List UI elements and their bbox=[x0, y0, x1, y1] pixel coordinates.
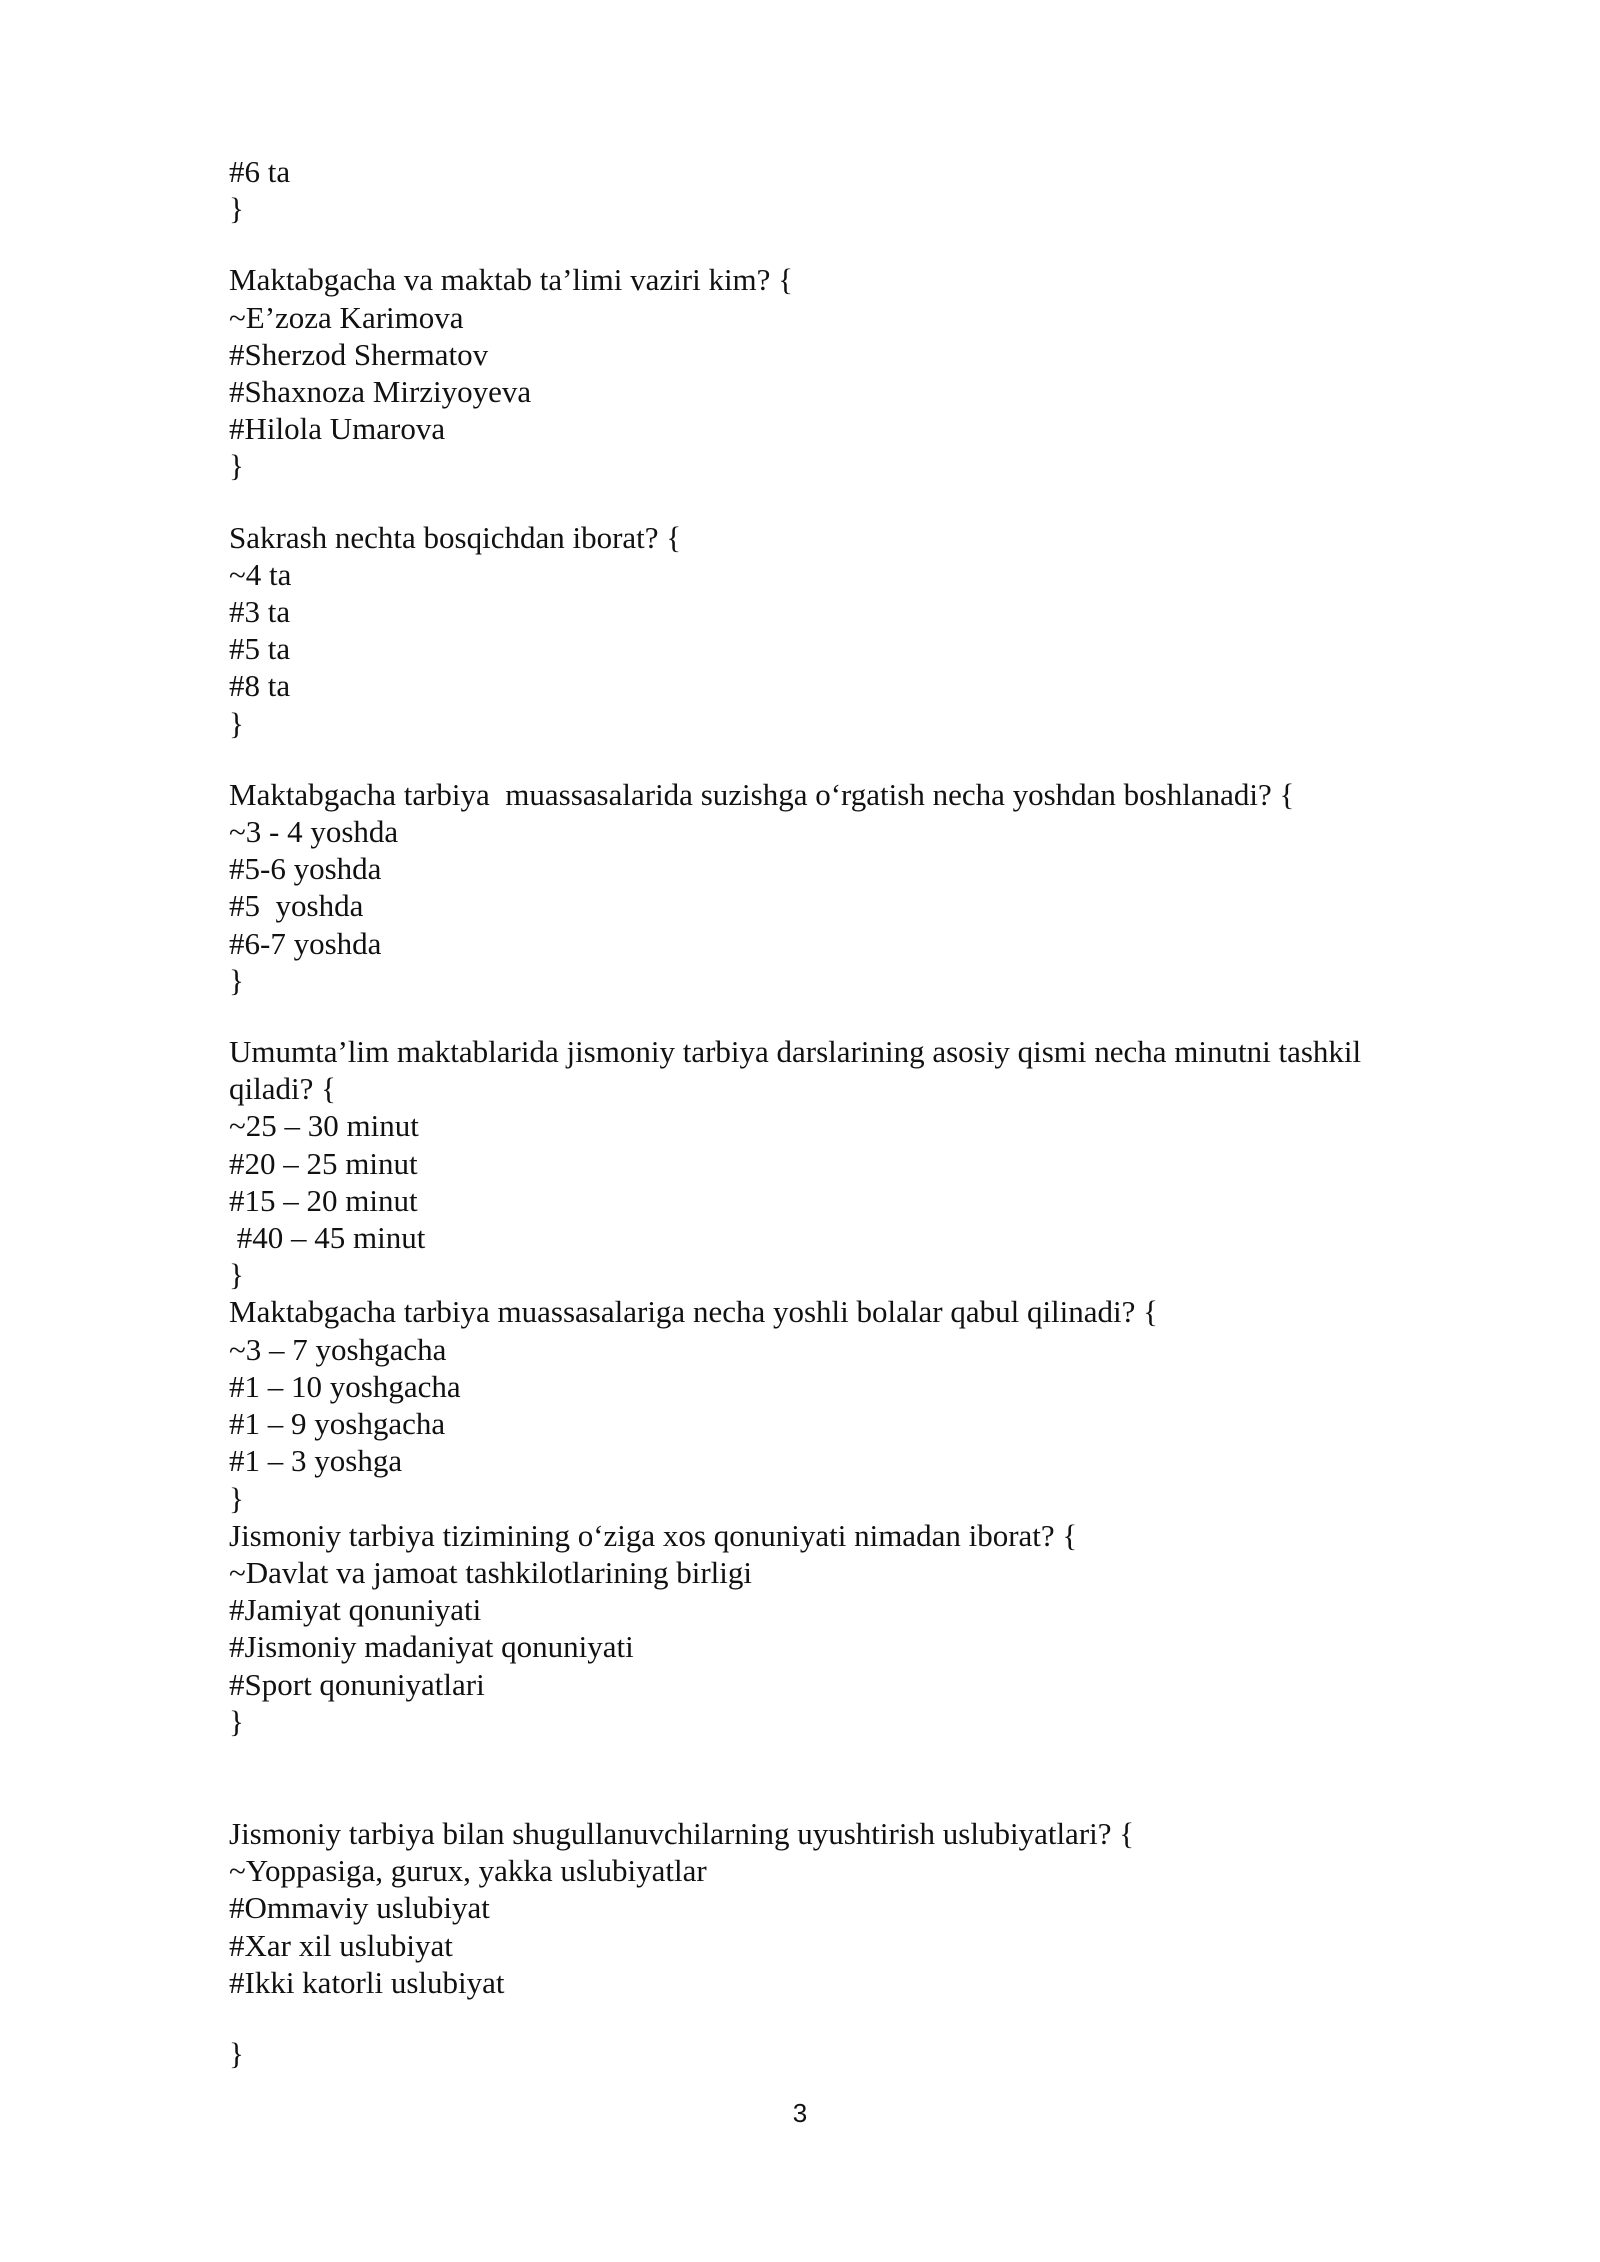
answer-option: #Ommaviy uslubiyat bbox=[229, 1890, 490, 1926]
question-block bbox=[229, 1293, 1429, 1516]
answer-option-correct: ~3 - 4 yoshda bbox=[229, 814, 399, 850]
answer-option-correct: ~3 – 7 yoshgacha bbox=[229, 1331, 447, 1367]
answer-option: #1 – 10 yoshgacha bbox=[229, 1368, 461, 1404]
answer-option: #5-6 yoshda bbox=[229, 851, 382, 887]
answer-option: #8 ta bbox=[229, 668, 291, 704]
spacer bbox=[229, 227, 1429, 261]
answer-option: #1 – 3 yoshga bbox=[229, 1443, 403, 1479]
answer-option: #Xar xil uslubiyat bbox=[229, 1927, 453, 1963]
spacer bbox=[229, 742, 1429, 776]
answer-option: #20 – 25 minut bbox=[229, 1145, 418, 1181]
answer-option: #6 ta bbox=[229, 154, 291, 189]
closing-brace: } bbox=[229, 962, 244, 998]
answer-option: #Jamiyat qonuniyati bbox=[229, 1592, 482, 1628]
question-block bbox=[229, 1033, 1429, 1293]
closing-brace: } bbox=[229, 2035, 244, 2071]
answer-option: #Ikki katorli uslubiyat bbox=[229, 1964, 505, 2000]
closing-brace: } bbox=[229, 1480, 244, 1516]
document-body bbox=[229, 153, 1429, 2072]
closing-brace: } bbox=[229, 191, 244, 227]
spacer bbox=[229, 999, 1429, 1033]
answer-option-correct: ~Yoppasiga, gurux, yakka uslubiyatlar bbox=[229, 1853, 707, 1889]
page-number: 3 bbox=[792, 2098, 808, 2128]
question-text: Jismoniy tarbiya bilan shugullanuvchilarning uyushtirish uslubiyatlari? { bbox=[229, 1815, 1135, 1851]
question-text: Jismoniy tarbiya tizimining o‘ziga xos qonuniyati nimadan iborat? { bbox=[229, 1517, 1078, 1553]
question-text: Maktabgacha tarbiya muassasalarida suzishga o‘rgatish necha yoshdan boshlanadi? { bbox=[229, 776, 1295, 812]
answer-option: #Sherzod Shermatov bbox=[229, 336, 489, 372]
answer-option: #40 – 45 minut bbox=[229, 1220, 426, 1256]
answer-option-correct: ~4 ta bbox=[229, 556, 292, 592]
answer-option: #Jismoniy madaniyat qonuniyati bbox=[229, 1629, 634, 1665]
closing-brace: } bbox=[229, 1257, 244, 1293]
answer-option: #Hilola Umarova bbox=[229, 411, 446, 447]
answer-option: #5 yoshda bbox=[229, 888, 364, 924]
spacer bbox=[229, 1740, 1429, 1815]
answer-option-correct: ~E’zoza Karimova bbox=[229, 299, 464, 335]
question-block bbox=[229, 519, 1429, 742]
closing-brace: } bbox=[229, 1703, 244, 1739]
answer-option: #Sport qonuniyatlari bbox=[229, 1666, 485, 1702]
closing-brace: } bbox=[229, 705, 244, 741]
question-text: Sakrash nechta bosqichdan iborat? { bbox=[229, 519, 682, 555]
answer-option: #6-7 yoshda bbox=[229, 925, 382, 961]
answer-option: #1 – 9 yoshgacha bbox=[229, 1406, 446, 1442]
closing-brace: } bbox=[229, 448, 244, 484]
spacer bbox=[229, 485, 1429, 519]
answer-option: #Shaxnoza Mirziyoyeva bbox=[229, 374, 532, 410]
question-text: Umumta’lim maktablarida jismoniy tarbiya darslarining asosiy qismi necha minutni tashkil qiladi? { bbox=[229, 1034, 1362, 1107]
question-text: Maktabgacha tarbiya muassasalariga necha yoshli bolalar qabul qilinadi? { bbox=[229, 1294, 1159, 1330]
answer-option-correct: ~Davlat va jamoat tashkilotlarining birligi bbox=[229, 1554, 752, 1590]
question-block bbox=[229, 1815, 1429, 2072]
question-text: Maktabgacha va maktab ta’limi vaziri kim? { bbox=[229, 262, 794, 298]
answer-option: #3 ta bbox=[229, 594, 291, 630]
question-block bbox=[229, 1517, 1429, 1740]
question-block-tail bbox=[229, 153, 1429, 227]
answer-option: #5 ta bbox=[229, 631, 291, 667]
spacer bbox=[229, 2001, 1429, 2035]
answer-option-correct: ~25 – 30 minut bbox=[229, 1108, 419, 1144]
question-block bbox=[229, 261, 1429, 484]
question-block bbox=[229, 776, 1429, 999]
answer-option: #15 – 20 minut bbox=[229, 1182, 418, 1218]
